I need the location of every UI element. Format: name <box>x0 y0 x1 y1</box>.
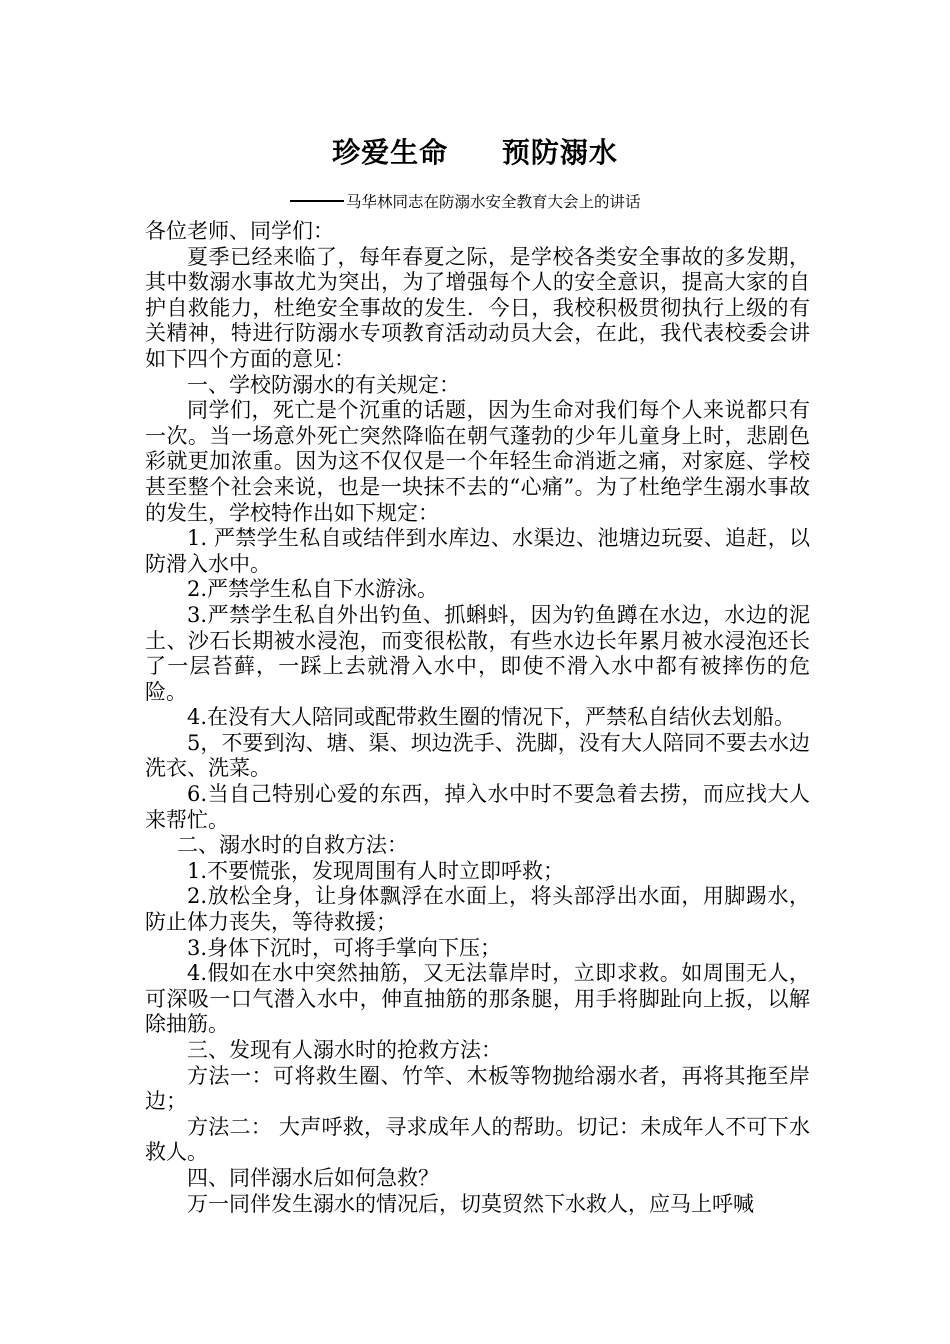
em-dash-line <box>290 200 344 202</box>
page-title: 珍爱生命 预防溺水 <box>332 136 618 169</box>
paragraph: 3.严禁学生私自外出钓鱼、抓蝌蚪，因为钓鱼蹲在水边，水边的泥土、沙石长期被水浸泡，而变很松散，有些水边长年累月被水浸泡还长了一层苔藓，一踩上去就滑入水中，即使不滑入水中都有被摔伤的危险。 <box>145 602 810 704</box>
paragraph: 方法一：可将救生圈、竹竿、木板等物抛给溺水者，再将其拖至岸边； <box>145 1063 810 1114</box>
paragraph: 2.放松全身，让身体飘浮在水面上，将头部浮出水面，用脚踢水，防止体力丧失，等待救援； <box>145 884 810 935</box>
paragraph: 三、发现有人溺水时的抢救方法： <box>187 1038 502 1062</box>
paragraph: 四、同伴溺水后如何急救？ <box>187 1165 439 1190</box>
paragraph: 各位老师、同学们： <box>145 219 334 243</box>
paragraph: 4.假如在水中突然抽筋，又无法靠岸时，立即求救。如周围无人，可深吸一口气潜入水中，伸直抽筋的那条腿，用手将脚趾向上扳，以解除抽筋。 <box>145 961 810 1037</box>
page-subtitle <box>290 190 810 212</box>
paragraph: 万一同伴发生溺水的情况后，切莫贸然下水救人，应马上呼喊 <box>187 1191 754 1216</box>
paragraph: 夏季已经来临了，每年春夏之际，是学校各类安全事故的多发期，其中数溺水事故尤为突出，为了增强每个人的安全意识，提高大家的自护自救能力，杜绝安全事故的发生．今日，我校积极贯彻执行上级的有关精神，特进行防溺水专项教育活动动员大会，在此，我代表校委会讲如下四个方面的意见： <box>145 244 810 371</box>
document-body <box>145 219 810 1217</box>
paragraph: 二、溺水时的自救方法： <box>177 833 408 858</box>
subtitle-text: 马华林同志在防溺水安全教育大会上的讲话 <box>346 193 641 211</box>
paragraph: 3.身体下沉时，可将手掌向下压； <box>187 935 502 960</box>
paragraph: 同学们，死亡是个沉重的话题，因为生命对我们每个人来说都只有一次。当一场意外死亡突然降临在朝气蓬勃的少年儿童身上时，悲剧色彩就更加浓重。因为这不仅仅是一个年轻生命消逝之痛，对家庭、学校甚至整个社会来说，也是一块抹不去的“心痛”。为了杜绝学生溺水事故的发生，学校特作出如下规定： <box>145 398 810 525</box>
paragraph: 4.在没有大人陪同或配带救生圈的情况下，严禁私自结伙去划船。 <box>187 705 796 730</box>
paragraph: 方法二： 大声呼救，寻求成年人的帮助。切记：未成年人不可下水救人。 <box>145 1114 810 1165</box>
paragraph: 1. 严禁学生私自或结伴到水库边、水渠边、池塘边玩耍、追赶，以防滑入水中。 <box>145 526 810 576</box>
paragraph: 6.当自己特别心爱的东西，掉入水中时不要急着去捞，而应找大人来帮忙。 <box>145 782 810 832</box>
paragraph: 2.严禁学生私自下水游泳。 <box>187 577 439 602</box>
paragraph: 5，不要到沟、塘、渠、坝边洗手、洗脚，没有大人陪同不要去水边洗衣、洗菜。 <box>145 730 810 781</box>
paragraph: 一、学校防溺水的有关规定： <box>187 372 460 397</box>
paragraph: 1.不要慌张，发现周围有人时立即呼救； <box>187 858 565 883</box>
